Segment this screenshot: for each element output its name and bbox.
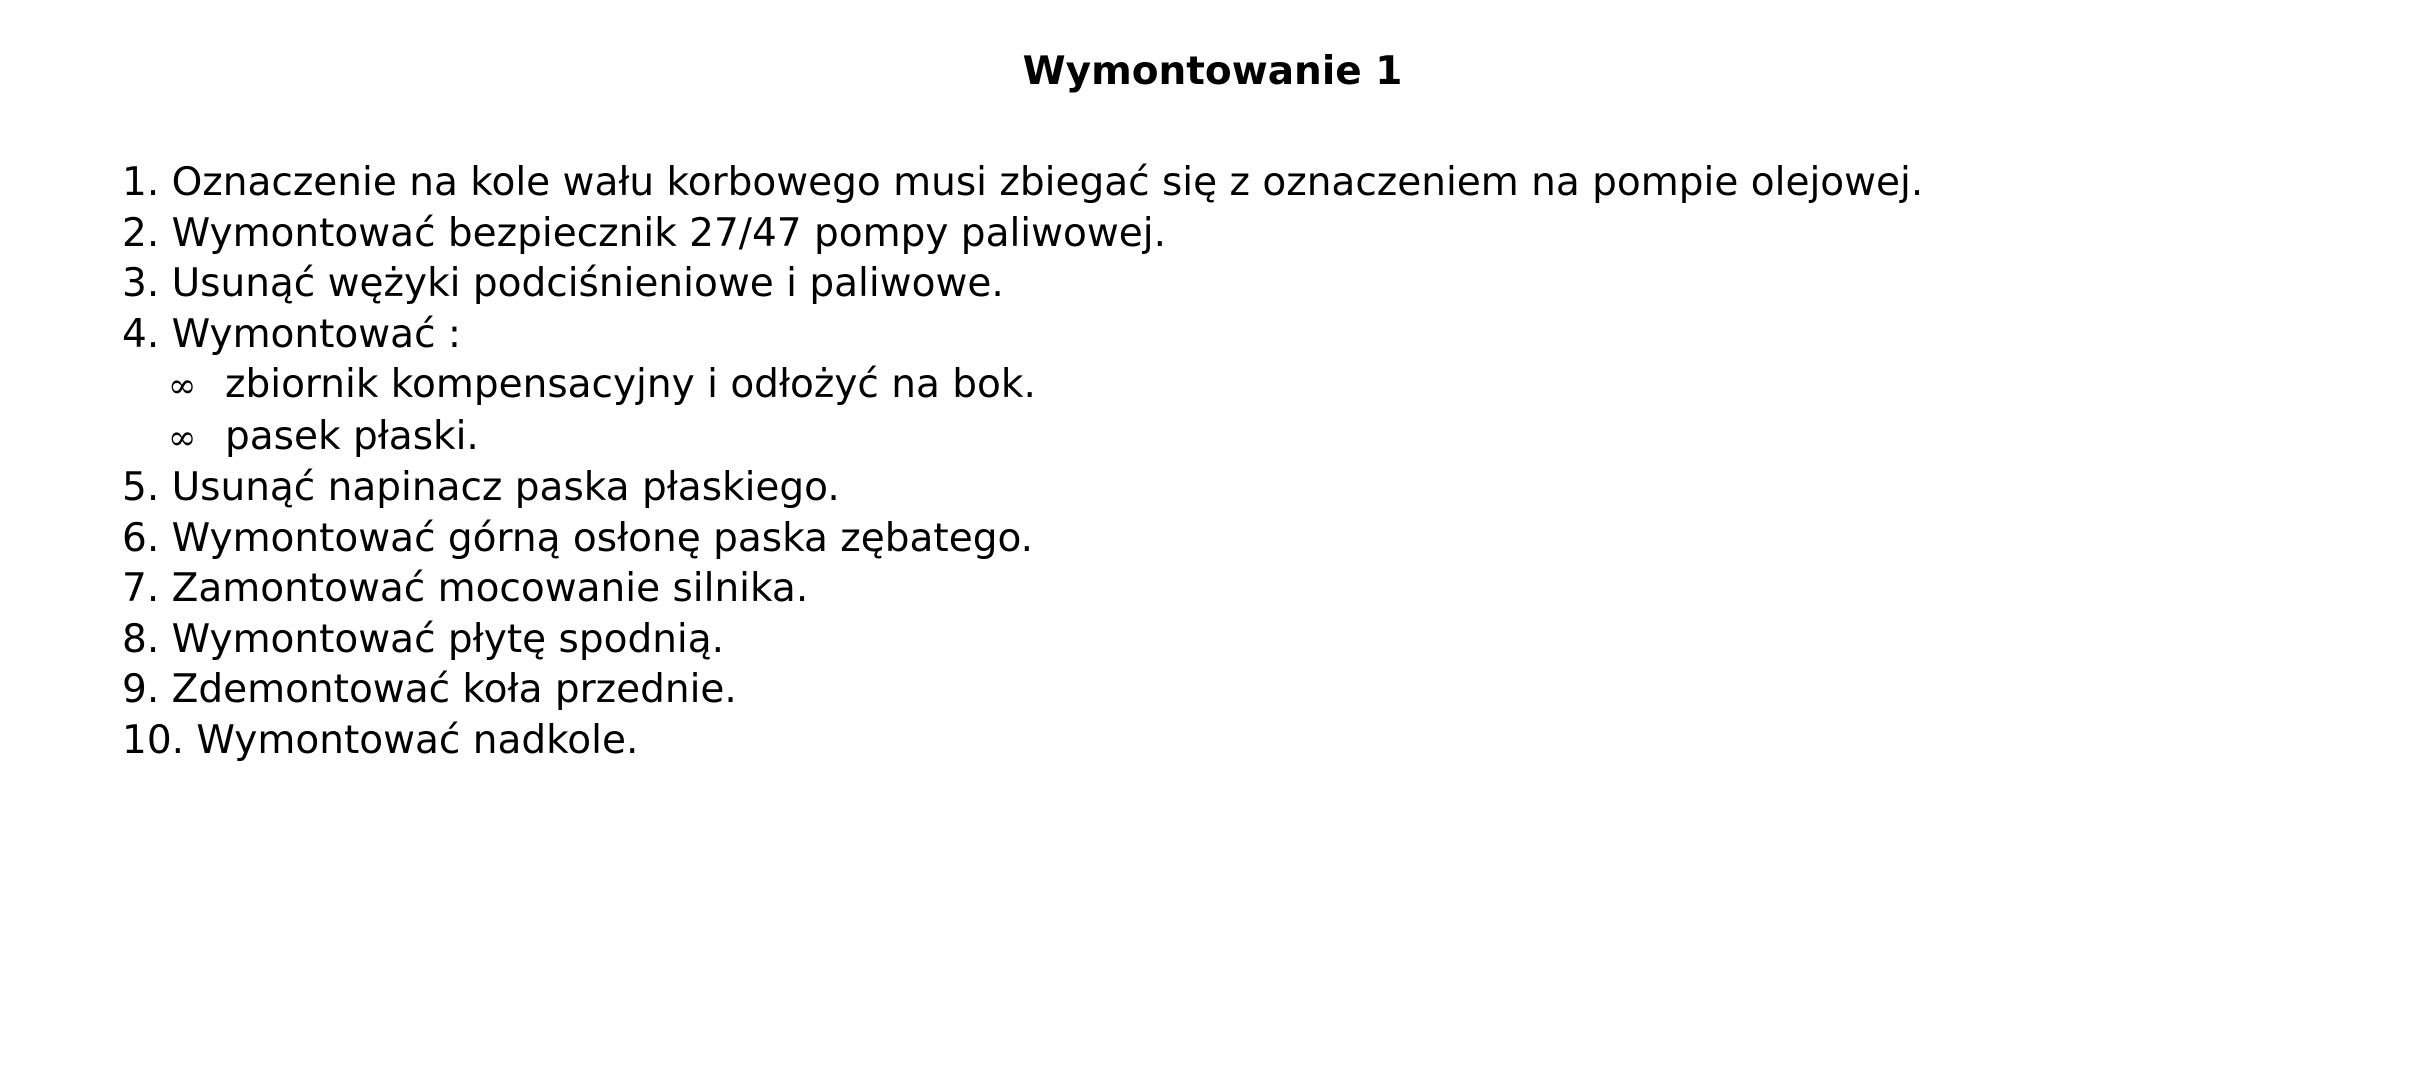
step-number: 10.	[122, 717, 197, 763]
step-text: Oznaczenie na kole wału korbowego musi zbiegać się z oznaczeniem na pompie olejowej.	[171, 160, 1924, 205]
step-number: 8.	[122, 616, 172, 662]
infinity-bullet-icon: ∞	[168, 366, 197, 406]
step-number: 6.	[122, 515, 172, 561]
step-text: Usunąć napinacz paska płaskiego.	[171, 465, 840, 510]
sub-list-item	[122, 360, 1923, 412]
step-number: 1.	[122, 160, 172, 205]
step-text: Zdemontować koła przednie.	[171, 667, 737, 712]
list-item	[122, 665, 1923, 716]
sub-list-item	[122, 412, 1923, 464]
step-text: Usunąć wężyki podciśnieniowe i paliwowe.	[171, 261, 1004, 306]
step-text: Wymontować bezpiecznik 27/47 pompy paliwowej.	[171, 210, 1167, 256]
list-item	[122, 463, 1923, 514]
step-text: Wymontować nadkole.	[196, 717, 639, 763]
infinity-bullet-icon: ∞	[168, 417, 197, 458]
step-text: Wymontować górną osłonę paska zębatego.	[171, 515, 1034, 561]
step-number: 3.	[122, 261, 172, 306]
list-item	[122, 564, 1923, 615]
document-title: Wymontowanie 1	[1022, 49, 1403, 94]
steps-list	[122, 158, 1923, 766]
list-item	[122, 615, 1923, 666]
list-item	[122, 158, 1923, 209]
list-item	[122, 716, 1923, 767]
step-text: Wymontować płytę spodnią.	[171, 616, 725, 662]
step-text: Wymontować :	[171, 311, 462, 357]
substep-text: zbiornik kompensacyjny i odłożyć na bok.	[225, 362, 1036, 407]
step-number: 9.	[122, 667, 172, 712]
step-number: 7.	[122, 566, 172, 611]
list-item	[122, 259, 1923, 310]
substep-text: pasek płaski.	[225, 413, 479, 459]
list-item	[122, 514, 1923, 565]
step-text: Zamontować mocowanie silnika.	[171, 566, 809, 611]
step-number: 4.	[122, 311, 172, 357]
list-item	[122, 209, 1923, 260]
list-item	[122, 310, 1923, 361]
step-number: 5.	[122, 465, 172, 510]
step-number: 2.	[122, 210, 172, 256]
